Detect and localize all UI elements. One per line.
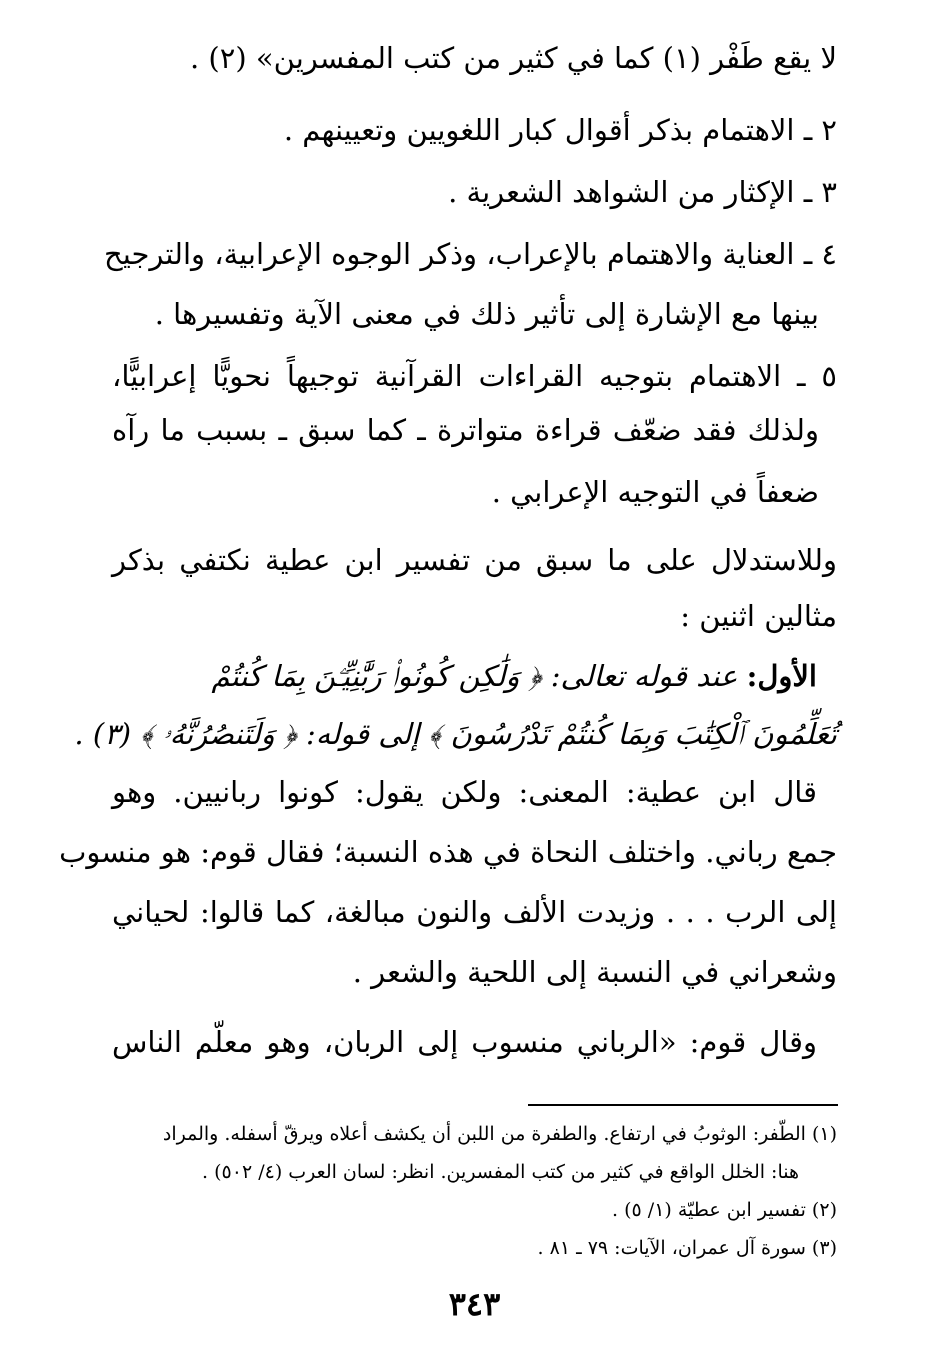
list-item-3: ٣ ـ الإكثار من الشواهد الشعرية . (448, 175, 837, 209)
page-number: ٣٤٣ (448, 1285, 501, 1323)
body-line: جمع رباني. واختلف النحاة في هذه النسبة؛ فقال قوم: هو منسوب (59, 835, 837, 869)
paragraph-quote: قال ابن عطية: المعنى: ولكن يقول: كونوا ربانيين. وهو (112, 775, 817, 809)
footnote-2: (٢) تفسير ابن عطيّة (١/ ٥) . (612, 1199, 837, 1221)
list-item-5: ٥ ـ الاهتمام بتوجيه القراءات القرآنية توجيهاً نحويًّا إعرابيًّا، (112, 359, 837, 393)
footnote-3: (٣) سورة آل عمران، الآيات: ٧٩ ـ ٨١ . (537, 1237, 837, 1259)
list-item-2: ٢ ـ الاهتمام بذكر أقوال كبار اللغويين وتعيينهم . (283, 113, 837, 147)
body-line: ضعفاً في التوجيه الإعرابي . (491, 475, 819, 509)
footnote-1: (١) الطّفر: الوثوبُ في ارتفاع. والطفرة من اللبن أن يكشف أعلاه ويرقّ أسفله. والمراد (162, 1123, 837, 1145)
paragraph-intro: وللاستدلال على ما سبق من تفسير ابن عطية نكتفي بذكر (112, 543, 837, 577)
body-line: وشعراني في النسبة إلى اللحية والشعر . (352, 955, 837, 989)
footnote-divider (528, 1104, 838, 1106)
body-line: لا يقع طَفْر (١) كما في كثير من كتب المفسرين» (٢) . (190, 41, 837, 75)
list-item-4: ٤ ـ العناية والاهتمام بالإعراب، وذكر الوجوه الإعرابية، والترجيح (103, 237, 837, 271)
body-line: ولذلك فقد ضعّف قراءة متواترة ـ كما سبق ـ بسبب ما رآه (112, 413, 819, 447)
body-line: مثالين اثنين : (680, 599, 837, 633)
footnote-1-continued: هنا: الخلل الواقع في كثير من كتب المفسرين. انظر: لسان العرب (٤/ ٥٠٢) . (202, 1161, 799, 1183)
quran-verse: تُعَلِّمُونَ ٱلْكِتَٰبَ وَبِمَا كُنتُمْ تَدْرُسُونَ ﴾ إلى قوله: ﴿ وَلَتَنصُرُنَّهُۥ ﴾ (٣) . (74, 717, 837, 751)
example-label: الأول: (746, 659, 817, 693)
body-line: بينها مع الإشارة إلى تأثير ذلك في معنى الآية وتفسيرها . (154, 297, 819, 331)
body-line: إلى الرب . . . وزيدت الألف والنون مبالغة، كما قالوا: لحياني (112, 895, 837, 929)
quran-verse: عند قوله تعالى: ﴿ وَلَٰكِن كُونُوا۟ رَبَّٰنِيِّـۧنَ بِمَا كُنتُمْ (211, 659, 738, 693)
paragraph-last: وقال قوم: «الرباني منسوب إلى الربان، وهو معلّم الناس (112, 1025, 817, 1059)
example-first (112, 656, 817, 696)
